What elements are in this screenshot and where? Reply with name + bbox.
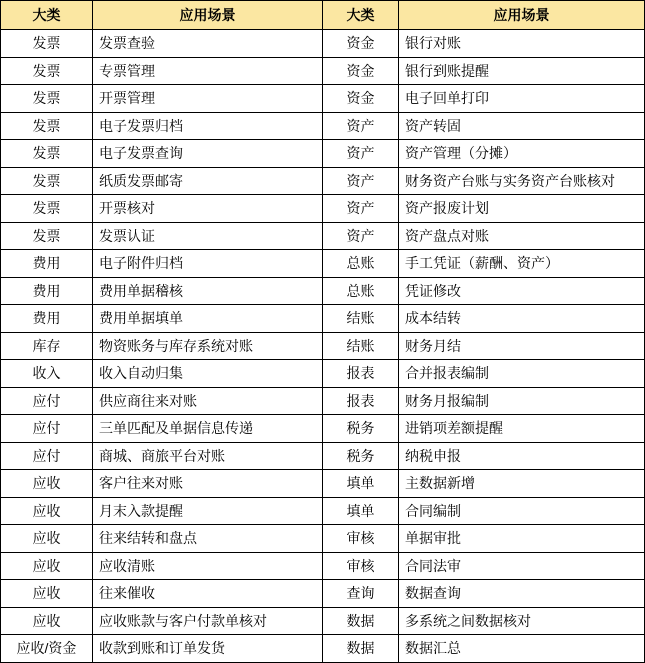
cell-scenario-left: 纸质发票邮寄 bbox=[93, 167, 323, 195]
table-row bbox=[1, 470, 645, 498]
cell-category-left: 应收 bbox=[1, 525, 93, 553]
table-row bbox=[1, 387, 645, 415]
cell-category-right: 资产 bbox=[323, 140, 399, 168]
column-header-category-left: 大类 bbox=[1, 1, 93, 30]
cell-category-left: 发票 bbox=[1, 85, 93, 113]
cell-category-left: 应收 bbox=[1, 470, 93, 498]
cell-category-right: 审核 bbox=[323, 552, 399, 580]
cell-scenario-right: 手工凭证（薪酬、资产） bbox=[399, 250, 645, 278]
cell-category-right: 总账 bbox=[323, 277, 399, 305]
column-header-scenario-left: 应用场景 bbox=[93, 1, 323, 30]
cell-category-left: 应付 bbox=[1, 387, 93, 415]
table-row bbox=[1, 167, 645, 195]
table-row bbox=[1, 360, 645, 388]
cell-scenario-left: 收款到账和订单发货 bbox=[93, 635, 323, 663]
cell-scenario-left: 应收账款与客户付款单核对 bbox=[93, 607, 323, 635]
cell-category-left: 应收 bbox=[1, 552, 93, 580]
cell-category-right: 总账 bbox=[323, 250, 399, 278]
cell-category-left: 应收 bbox=[1, 497, 93, 525]
cell-scenario-right: 数据汇总 bbox=[399, 635, 645, 663]
table-row bbox=[1, 552, 645, 580]
cell-category-left: 发票 bbox=[1, 222, 93, 250]
cell-scenario-right: 资产报废计划 bbox=[399, 195, 645, 223]
column-header-category-right: 大类 bbox=[323, 1, 399, 30]
cell-category-left: 发票 bbox=[1, 112, 93, 140]
table-row bbox=[1, 442, 645, 470]
cell-scenario-right: 资产盘点对账 bbox=[399, 222, 645, 250]
cell-category-right: 税务 bbox=[323, 442, 399, 470]
cell-scenario-right: 纳税申报 bbox=[399, 442, 645, 470]
cell-scenario-left: 往来结转和盘点 bbox=[93, 525, 323, 553]
cell-scenario-right: 单据审批 bbox=[399, 525, 645, 553]
cell-category-left: 发票 bbox=[1, 167, 93, 195]
table-row bbox=[1, 140, 645, 168]
cell-category-left: 发票 bbox=[1, 30, 93, 58]
cell-scenario-left: 客户往来对账 bbox=[93, 470, 323, 498]
cell-scenario-right: 银行到账提醒 bbox=[399, 57, 645, 85]
table-header-row bbox=[1, 1, 645, 30]
cell-category-left: 应付 bbox=[1, 415, 93, 443]
cell-category-right: 审核 bbox=[323, 525, 399, 553]
cell-category-right: 资产 bbox=[323, 222, 399, 250]
column-header-scenario-right: 应用场景 bbox=[399, 1, 645, 30]
cell-scenario-left: 三单匹配及单据信息传递 bbox=[93, 415, 323, 443]
table-row bbox=[1, 277, 645, 305]
cell-scenario-left: 开票管理 bbox=[93, 85, 323, 113]
cell-category-right: 资产 bbox=[323, 195, 399, 223]
cell-scenario-right: 合同法审 bbox=[399, 552, 645, 580]
cell-category-left: 库存 bbox=[1, 332, 93, 360]
cell-category-left: 收入 bbox=[1, 360, 93, 388]
cell-scenario-left: 电子发票查询 bbox=[93, 140, 323, 168]
cell-category-right: 资产 bbox=[323, 112, 399, 140]
cell-scenario-left: 收入自动归集 bbox=[93, 360, 323, 388]
cell-scenario-left: 费用单据稽核 bbox=[93, 277, 323, 305]
cell-scenario-right: 成本结转 bbox=[399, 305, 645, 333]
cell-category-right: 填单 bbox=[323, 497, 399, 525]
cell-scenario-left: 开票核对 bbox=[93, 195, 323, 223]
cell-scenario-left: 物资账务与库存系统对账 bbox=[93, 332, 323, 360]
cell-category-right: 报表 bbox=[323, 387, 399, 415]
cell-category-right: 填单 bbox=[323, 470, 399, 498]
table-row bbox=[1, 30, 645, 58]
cell-category-right: 结账 bbox=[323, 305, 399, 333]
cell-scenario-left: 电子发票归档 bbox=[93, 112, 323, 140]
cell-scenario-left: 商城、商旅平台对账 bbox=[93, 442, 323, 470]
cell-category-left: 应付 bbox=[1, 442, 93, 470]
cell-scenario-right: 银行对账 bbox=[399, 30, 645, 58]
cell-scenario-left: 月末入款提醒 bbox=[93, 497, 323, 525]
table-row bbox=[1, 222, 645, 250]
cell-category-left: 应收 bbox=[1, 580, 93, 608]
cell-scenario-right: 合并报表编制 bbox=[399, 360, 645, 388]
cell-scenario-left: 往来催收 bbox=[93, 580, 323, 608]
cell-scenario-right: 资产管理（分摊） bbox=[399, 140, 645, 168]
cell-scenario-left: 费用单据填单 bbox=[93, 305, 323, 333]
cell-category-right: 资金 bbox=[323, 30, 399, 58]
cell-scenario-left: 发票认证 bbox=[93, 222, 323, 250]
cell-category-right: 数据 bbox=[323, 607, 399, 635]
cell-scenario-left: 应收清账 bbox=[93, 552, 323, 580]
cell-category-right: 资金 bbox=[323, 85, 399, 113]
cell-scenario-right: 电子回单打印 bbox=[399, 85, 645, 113]
cell-category-right: 资金 bbox=[323, 57, 399, 85]
cell-category-left: 费用 bbox=[1, 305, 93, 333]
table-row bbox=[1, 195, 645, 223]
table-row bbox=[1, 250, 645, 278]
cell-scenario-right: 合同编制 bbox=[399, 497, 645, 525]
table-row bbox=[1, 112, 645, 140]
cell-scenario-right: 主数据新增 bbox=[399, 470, 645, 498]
cell-scenario-right: 凭证修改 bbox=[399, 277, 645, 305]
cell-scenario-right: 数据查询 bbox=[399, 580, 645, 608]
cell-category-left: 费用 bbox=[1, 277, 93, 305]
cell-category-right: 查询 bbox=[323, 580, 399, 608]
cell-category-right: 结账 bbox=[323, 332, 399, 360]
table-row bbox=[1, 85, 645, 113]
cell-category-right: 资产 bbox=[323, 167, 399, 195]
cell-scenario-right: 多系统之间数据核对 bbox=[399, 607, 645, 635]
cell-scenario-left: 电子附件归档 bbox=[93, 250, 323, 278]
table-body bbox=[1, 30, 645, 663]
cell-category-left: 发票 bbox=[1, 57, 93, 85]
table-row bbox=[1, 305, 645, 333]
table-row bbox=[1, 635, 645, 663]
cell-scenario-right: 资产转固 bbox=[399, 112, 645, 140]
table-row bbox=[1, 607, 645, 635]
table-row bbox=[1, 525, 645, 553]
table-row bbox=[1, 497, 645, 525]
cell-category-right: 报表 bbox=[323, 360, 399, 388]
cell-scenario-right: 财务资产台账与实务资产台账核对 bbox=[399, 167, 645, 195]
cell-scenario-left: 专票管理 bbox=[93, 57, 323, 85]
cell-scenario-left: 发票查验 bbox=[93, 30, 323, 58]
cell-scenario-right: 财务月报编制 bbox=[399, 387, 645, 415]
cell-scenario-right: 财务月结 bbox=[399, 332, 645, 360]
table-row bbox=[1, 332, 645, 360]
cell-category-left: 应收/资金 bbox=[1, 635, 93, 663]
cell-category-left: 发票 bbox=[1, 195, 93, 223]
cell-category-right: 税务 bbox=[323, 415, 399, 443]
cell-scenario-left: 供应商往来对账 bbox=[93, 387, 323, 415]
cell-scenario-right: 进销项差额提醒 bbox=[399, 415, 645, 443]
cell-category-left: 发票 bbox=[1, 140, 93, 168]
cell-category-right: 数据 bbox=[323, 635, 399, 663]
cell-category-left: 费用 bbox=[1, 250, 93, 278]
table-row bbox=[1, 57, 645, 85]
table-row bbox=[1, 415, 645, 443]
cell-category-left: 应收 bbox=[1, 607, 93, 635]
table-row bbox=[1, 580, 645, 608]
